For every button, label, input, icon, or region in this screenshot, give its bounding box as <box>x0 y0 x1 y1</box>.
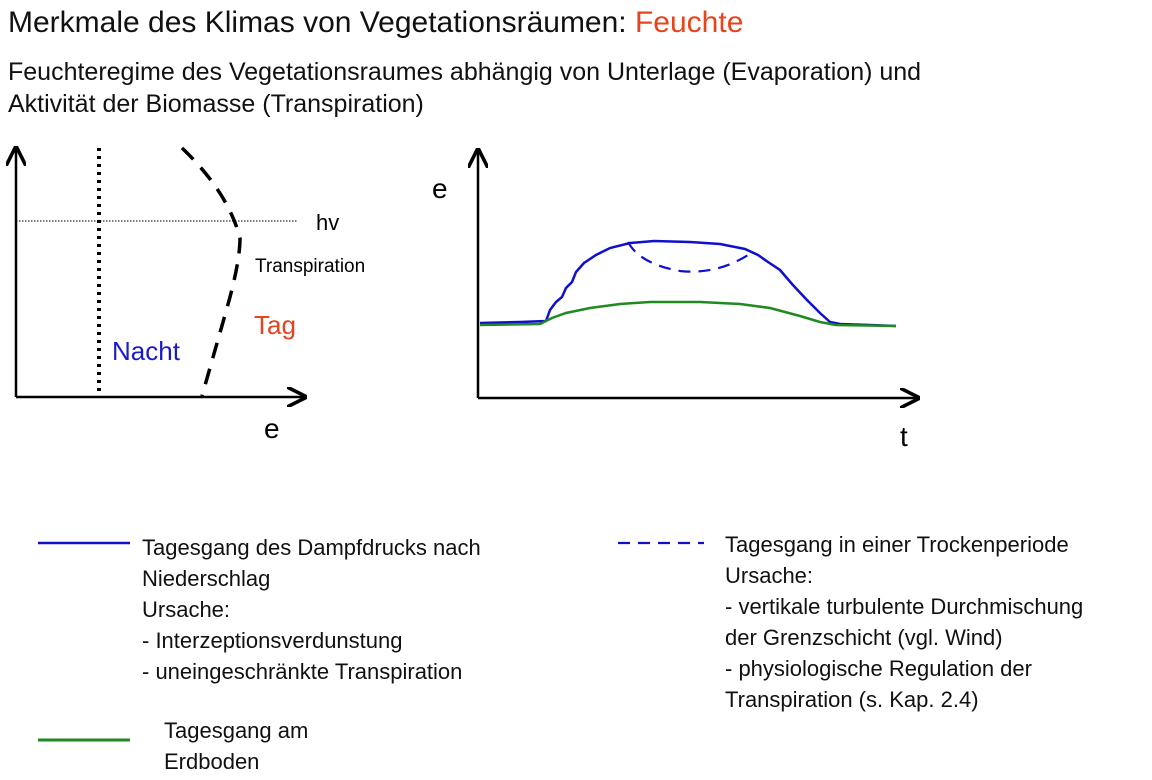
left-x-axis-label: e <box>264 413 280 444</box>
night-label: Nacht <box>112 336 180 366</box>
legend-line: - Interzeptionsverdunstung <box>142 628 403 653</box>
legend-line: Ursache: <box>725 563 814 588</box>
legend-line: Tagesgang des Dampfdrucks nach <box>142 535 481 560</box>
legend-line: - vertikale turbulente Durchmischung <box>725 594 1084 619</box>
legend-line: Tagesgang am <box>164 718 309 743</box>
blue-curve-after-rain <box>480 241 896 326</box>
right-diagram <box>432 152 916 452</box>
right-x-axis-label: t <box>900 421 908 452</box>
legend-line: Ursache: <box>142 597 231 622</box>
legend-line: Tagesgang in einer Trockenperiode <box>725 532 1069 557</box>
title-accent: Feuchte <box>634 6 744 39</box>
legend-line: - physiologische Regulation der <box>725 656 1032 681</box>
day-label: Tag <box>254 310 296 340</box>
day-profile-curve <box>182 148 240 396</box>
legend-line: - uneingeschränkte Transpiration <box>142 659 463 684</box>
subtitle-line-1: Feuchteregime des Vegetationsraumes abhängig von Unterlage (Evaporation) und <box>8 58 922 86</box>
legend-line: Transpiration (s. Kap. 2.4) <box>725 687 979 712</box>
legend-line: Erdboden <box>164 749 260 774</box>
right-y-axis-label: e <box>432 173 448 204</box>
legend-line: Niederschlag <box>142 566 271 591</box>
subtitle-line-2: Aktivität der Biomasse (Transpiration) <box>8 90 424 118</box>
legend-line: der Grenzschicht (vgl. Wind) <box>725 625 1003 650</box>
left-diagram <box>16 148 365 444</box>
title-prefix: Merkmale des Klimas von Vegetationsräumen: <box>8 6 627 39</box>
legend-green-text <box>164 715 464 777</box>
legend-blue-solid-text <box>142 532 592 687</box>
legend-blue-dashed-text <box>725 529 1145 715</box>
hv-label: hv <box>316 210 340 235</box>
transpiration-label: Transpiration <box>255 256 366 277</box>
